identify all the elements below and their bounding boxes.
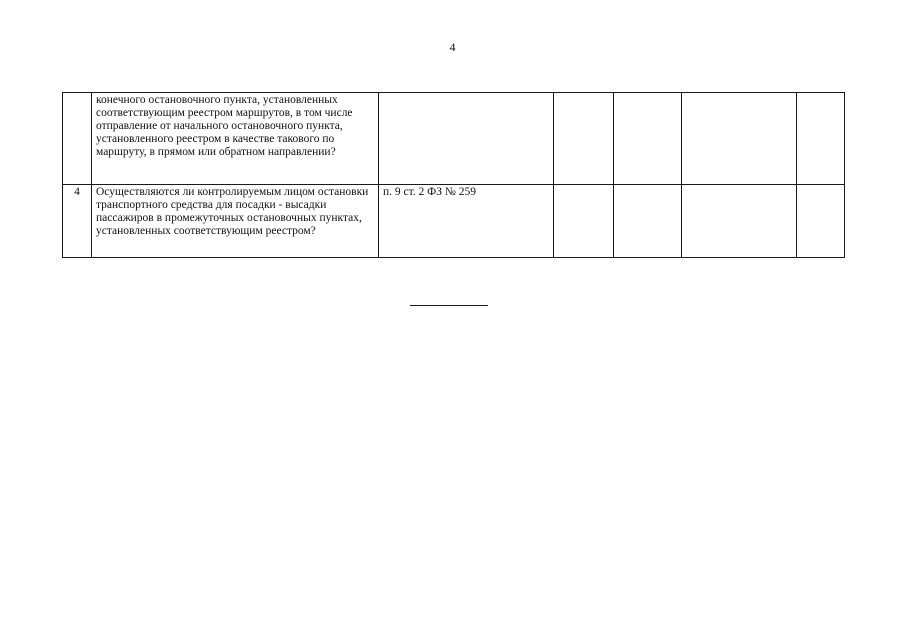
table-row [63,93,845,185]
answer-yes-cell [554,185,614,258]
question-cell: конечного остановочного пункта, установленных соответствующим реестром маршрутов, в том числе отправление от начального остановочного пункта, установленного реестром в качестве такового по маршруту, в прямом или обратном направлении? [92,93,379,185]
page-number: 4 [449,40,456,54]
checklist-table [62,92,845,258]
row-number-cell [63,93,92,185]
legal-reference-cell [379,93,554,185]
note-cell [797,185,845,258]
end-of-document-line [410,305,488,306]
answer-no-cell [614,185,682,258]
table-row [63,185,845,258]
answer-yes-cell [554,93,614,185]
question-cell: Осуществляются ли контролируемым лицом остановки транспортного средства для посадки - высадки пассажиров в промежуточных остановочных пунктах, установленных соответствующим реестром? [92,185,379,258]
answer-no-cell [614,93,682,185]
not-applicable-cell [682,93,797,185]
not-applicable-cell [682,185,797,258]
row-number-cell: 4 [63,185,92,258]
legal-reference-cell: п. 9 ст. 2 ФЗ № 259 [379,185,554,258]
note-cell [797,93,845,185]
